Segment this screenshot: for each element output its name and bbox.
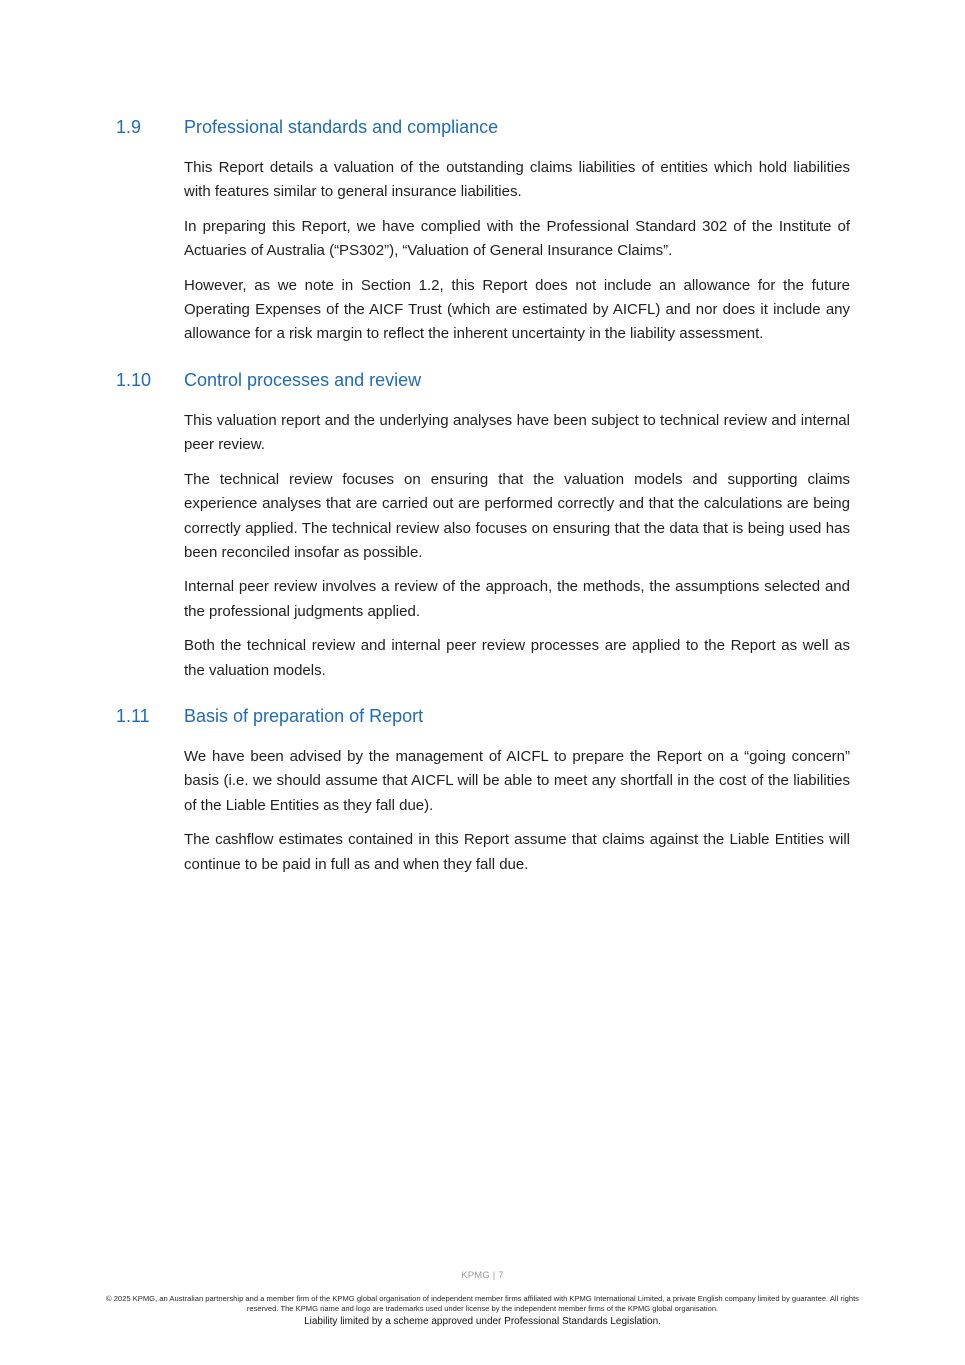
section-body (184, 409, 850, 683)
section-body (184, 745, 850, 877)
paragraph: This Report details a valuation of the outstanding claims liabilities of entities which hold liabilities with features similar to general insurance liabilities. (184, 159, 850, 201)
section-heading (0, 703, 965, 729)
paragraph: We have been advised by the management of AICFL to prepare the Report on a “going concern” basis (i.e. we should assume that AICFL will be able to meet any shortfall in the cost of the liabilities of the Liable Entities as they fall due). (184, 748, 850, 814)
paragraph: However, as we note in Section 1.2, this Report does not include an allowance for the future Operating Expenses of the AICF Trust (which are estimated by AICFL) and nor does it include any allowance for a risk margin to reflect the inherent uncertainty in the liability assessment. (184, 276, 850, 343)
section-heading (0, 367, 965, 393)
section-body (184, 156, 850, 347)
section-title: Professional standards and compliance (184, 117, 499, 137)
paragraph: This valuation report and the underlying analyses have been subject to technical review and internal peer review. (184, 412, 850, 454)
section-number: 1.9 (116, 117, 142, 137)
section-1-10 (0, 367, 965, 693)
section-1-9 (0, 114, 965, 357)
paragraph: The technical review focuses on ensuring that the valuation models and supporting claims experience analyses that are carried out are performed correctly and that the calculations are being correctly applied. The technical review also focuses on ensuring that the data that is being used has been reconciled insofar as possible. (184, 470, 850, 562)
section-title: Control processes and review (184, 370, 422, 390)
section-1-11 (0, 703, 965, 887)
section-number: 1.11 (116, 706, 150, 726)
page-number: KPMG | 7 (461, 1270, 504, 1281)
section-number: 1.10 (116, 370, 152, 390)
paragraph: Both the technical review and internal peer review processes are applied to the Report as well as the valuation models. (184, 637, 850, 679)
footer-legal-notice: © 2025 KPMG, an Australian partnership and a member firm of the KPMG global organisation of independent member firms affiliated with KPMG International Limited, a private English company limited by guarantee. All rights reserved. The KPMG name and logo are trademarks used under license by the independent member firms of the KPMG global organisation. (106, 1294, 859, 1313)
paragraph: The cashflow estimates contained in this Report assume that claims against the Liable Entities will continue to be paid in full as and when they fall due. (184, 831, 850, 873)
footer-liability-notice: Liability limited by a scheme approved under Professional Standards Legislation. (304, 1316, 661, 1327)
section-title: Basis of preparation of Report (184, 706, 424, 726)
paragraph: In preparing this Report, we have complied with the Professional Standard 302 of the Institute of Actuaries of Australia (“PS302”), “Valuation of General Insurance Claims”. (184, 217, 850, 260)
section-heading (0, 114, 965, 140)
paragraph: Internal peer review involves a review of the approach, the methods, the assumptions selected and the professional judgments applied. (184, 578, 850, 620)
